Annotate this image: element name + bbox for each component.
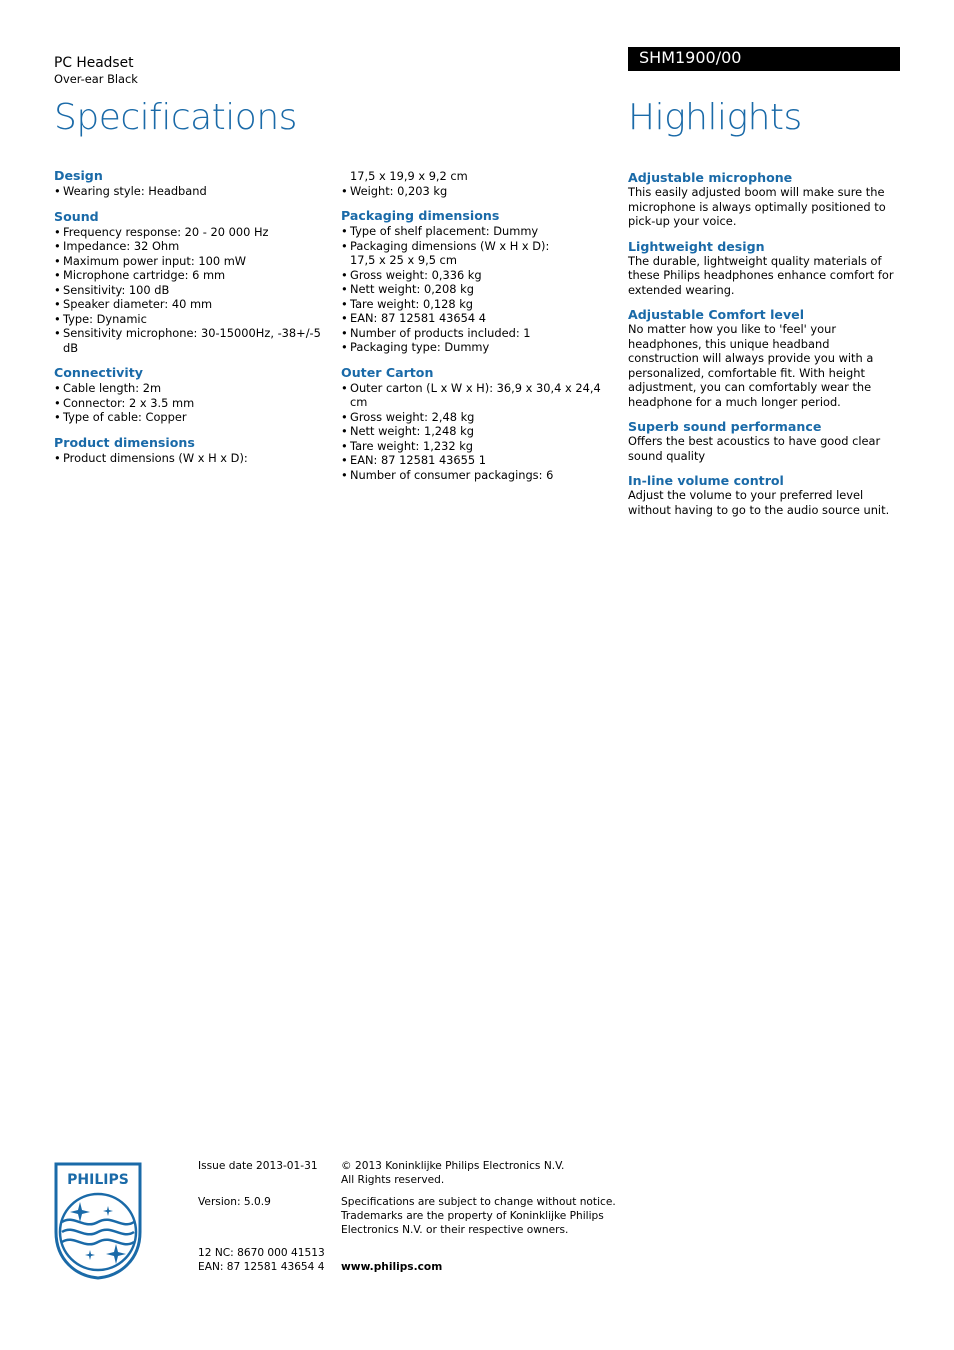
highlight-heading: In-line volume control <box>628 473 784 488</box>
list-item: • Nett weight: 1,248 kg <box>341 424 616 439</box>
list-item: • Type of shelf placement: Dummy <box>341 224 616 239</box>
highlight-body: Adjust the volume to your preferred level without having to go to the audio source unit. <box>628 488 890 517</box>
list-item: • Impedance: 32 Ohm <box>54 239 329 254</box>
list-item: • Number of products included: 1 <box>341 326 616 341</box>
list-item: • EAN: 87 12581 43654 4 <box>341 311 616 326</box>
product-dimensions-heading: Product dimensions <box>54 434 195 450</box>
highlight-heading: Superb sound performance <box>628 419 822 434</box>
highlight-body: No matter how you like to 'feel' your headphones, this unique headband construction will always provide you with a personalized, comfortable fit. With height adjustment, you can comfortably wear the headphone for a much longer period. <box>628 322 874 409</box>
list-item: • Nett weight: 0,208 kg <box>341 282 616 297</box>
list-item: • Sensitivity microphone: 30-15000Hz, -38+/-5 dB <box>54 326 329 355</box>
philips-logo <box>54 1162 142 1280</box>
list-item: • Type: Dynamic <box>54 312 329 327</box>
list-item: 17,5 x 25 x 9,5 cm <box>350 253 457 267</box>
model-number-bar <box>628 47 900 71</box>
list-item: • Packaging type: Dummy <box>341 340 616 355</box>
spec-column-2 <box>341 169 616 482</box>
list-item: • Speaker diameter: 40 mm <box>54 297 329 312</box>
highlight-heading: Adjustable microphone <box>628 170 793 185</box>
copyright-line-1: © 2013 Koninklijke Philips Electronics N.V. <box>341 1160 565 1172</box>
list-item: • Frequency response: 20 - 20 000 Hz <box>54 225 329 240</box>
highlight-body: Offers the best acoustics to have good clear sound quality <box>628 434 881 463</box>
list-item: • Microphone cartridge: 6 mm <box>54 268 329 283</box>
list-item: • Weight: 0,203 kg <box>341 184 616 199</box>
design-heading: Design <box>54 168 103 183</box>
list-item: • Tare weight: 0,128 kg <box>341 297 616 312</box>
highlight-heading: Lightweight design <box>628 238 765 254</box>
issue-date: Issue date 2013-01-31 <box>198 1160 318 1172</box>
highlight-heading: Adjustable Comfort level <box>628 307 805 322</box>
list-item: • Type of cable: Copper <box>54 410 329 425</box>
connectivity-heading: Connectivity <box>54 365 143 380</box>
list-item: • Product dimensions (W x H x D): <box>54 451 329 466</box>
product-dimensions-list <box>54 451 329 466</box>
philips-shield-icon <box>54 1162 142 1280</box>
list-item: 17,5 x 19,9 x 9,2 cm <box>350 169 468 183</box>
outer-carton-list <box>341 381 616 483</box>
sound-heading: Sound <box>54 208 99 224</box>
packaging-dimensions-list <box>341 224 616 355</box>
logo-wordmark: PHILIPS <box>67 1172 129 1188</box>
specifications-title: Specifications <box>54 97 297 138</box>
list-item: • Connector: 2 x 3.5 mm <box>54 396 329 411</box>
list-item: • Gross weight: 2,48 kg <box>341 410 616 425</box>
disclaimer-line-3: Electronics N.V. or their respective owners. <box>341 1224 569 1236</box>
list-item: • EAN: 87 12581 43655 1 <box>341 453 616 468</box>
list-item: • Outer carton (L x W x H): 36,9 x 30,4 x 24,4 cm <box>341 381 616 410</box>
product-type: PC Headset <box>54 55 134 71</box>
list-item: • Maximum power input: 100 mW <box>54 254 329 269</box>
spec-column-1 <box>54 168 329 465</box>
list-item: • Cable length: 2m <box>54 381 329 396</box>
disclaimer-line-1: Specifications are subject to change without notice. <box>341 1196 616 1208</box>
ean: EAN: 87 12581 43654 4 <box>198 1261 325 1273</box>
disclaimer-line-2: Trademarks are the property of Koninklijke Philips <box>341 1210 604 1222</box>
design-list <box>54 184 329 199</box>
list-item: • Number of consumer packagings: 6 <box>341 468 616 483</box>
highlights-column <box>628 170 900 517</box>
highlight-body: The durable, lightweight quality materials of these Philips headphones enhance comfort for extended wearing. <box>628 253 894 297</box>
model-number: SHM1900/00 <box>639 48 742 67</box>
connectivity-list <box>54 381 329 425</box>
list-item: • Wearing style: Headband <box>54 184 329 199</box>
packaging-dimensions-heading: Packaging dimensions <box>341 208 500 223</box>
list-item: • Sensitivity: 100 dB <box>54 283 329 298</box>
twelve-nc: 12 NC: 8670 000 41513 <box>198 1247 325 1259</box>
website-link[interactable]: www.philips.com <box>341 1261 443 1273</box>
sound-list <box>54 225 329 356</box>
outer-carton-heading: Outer Carton <box>341 364 434 380</box>
list-item: • Gross weight: 0,336 kg <box>341 268 616 283</box>
product-variant: Over-ear Black <box>54 72 138 86</box>
list-item: • Tare weight: 1,232 kg <box>341 439 616 454</box>
copyright-line-2: All Rights reserved. <box>341 1174 445 1186</box>
list-item: • Packaging dimensions (W x H x D): <box>341 239 616 254</box>
highlight-body: This easily adjusted boom will make sure the microphone is always optimally positioned to pick-up your voice. <box>628 185 886 228</box>
highlights-title: Highlights <box>628 97 802 138</box>
version: Version: 5.0.9 <box>198 1196 271 1208</box>
product-dimensions-list-cont <box>341 169 616 198</box>
